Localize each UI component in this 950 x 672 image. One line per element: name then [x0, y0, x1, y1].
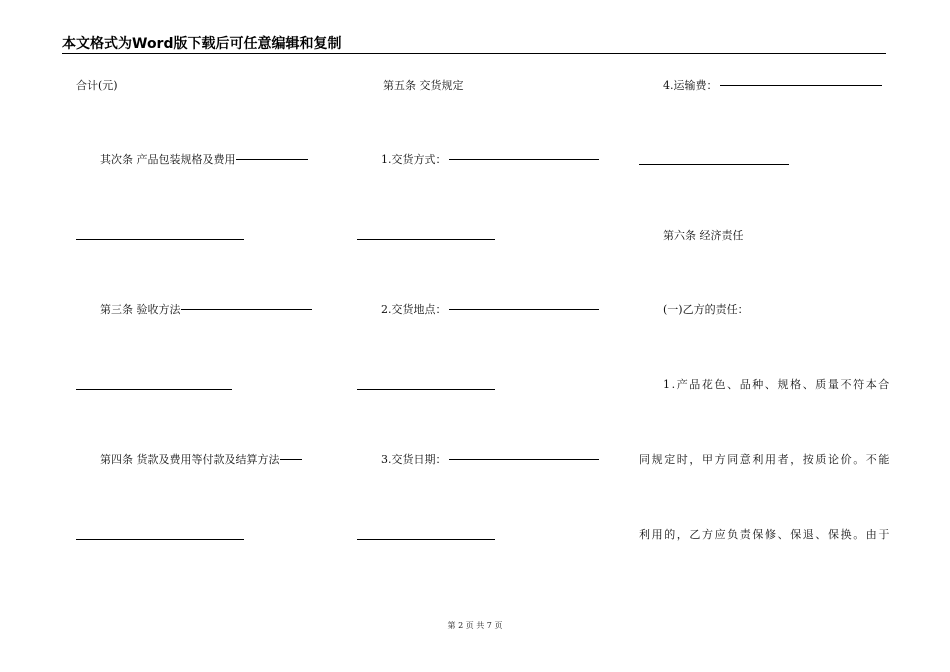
freight-blank — [720, 84, 882, 86]
clause-3-line — [62, 302, 327, 318]
party-b-duty-title: (一)乙方的责任： — [663, 303, 749, 316]
clause-4-blank — [280, 458, 302, 460]
clause-2-blank — [236, 158, 308, 160]
column-2 — [343, 0, 613, 672]
duty-paragraph-line-3: 利用的，乙方应负责保修、保退、保换。由于 — [639, 528, 891, 541]
column-3 — [625, 0, 890, 672]
delivery-method-blank-line — [357, 239, 495, 240]
clause-4-blank-line — [76, 539, 244, 540]
total-label: 合计(元) — [76, 79, 118, 92]
clause-2-blank-line — [76, 239, 244, 240]
clause-4-line — [62, 452, 327, 468]
clause-3-blank-line — [76, 389, 232, 390]
clause-2-line — [62, 152, 327, 168]
delivery-method-line — [343, 152, 613, 168]
delivery-method-label: 1.交货方式： — [381, 153, 447, 166]
delivery-place-blank-line — [357, 389, 495, 390]
delivery-date-line — [343, 452, 613, 468]
duty-paragraph-line-1: 1.产品花色、品种、规格、质量不符本合 — [663, 378, 891, 391]
delivery-date-blank-line — [357, 539, 495, 540]
clause-5-title: 第五条 交货规定 — [383, 79, 464, 92]
freight-label: 4.运输费： — [663, 79, 718, 92]
page-number: 第 2 页 共 7 页 — [447, 621, 503, 630]
delivery-place-blank — [449, 308, 599, 310]
document-header-title: 本文格式为Word版下载后可任意编辑和复制 — [62, 36, 342, 52]
delivery-date-label: 3.交货日期： — [381, 453, 447, 466]
clause-2-label: 其次条 产品包装规格及费用 — [100, 153, 236, 166]
clause-3-label: 第三条 验收方法 — [100, 303, 181, 316]
delivery-date-blank — [449, 458, 599, 460]
freight-line — [625, 78, 890, 94]
clause-4-label: 第四条 货款及费用等付款及结算方法 — [100, 453, 280, 466]
freight-blank-line — [639, 164, 789, 165]
delivery-method-blank — [449, 158, 599, 160]
delivery-place-label: 2.交货地点： — [381, 303, 447, 316]
clause-3-blank — [181, 308, 312, 310]
column-1 — [62, 0, 327, 672]
clause-6-title: 第六条 经济责任 — [663, 229, 744, 242]
delivery-place-line — [343, 302, 613, 318]
duty-paragraph-line-2: 同规定时，甲方同意利用者，按质论价。不能 — [639, 453, 891, 466]
